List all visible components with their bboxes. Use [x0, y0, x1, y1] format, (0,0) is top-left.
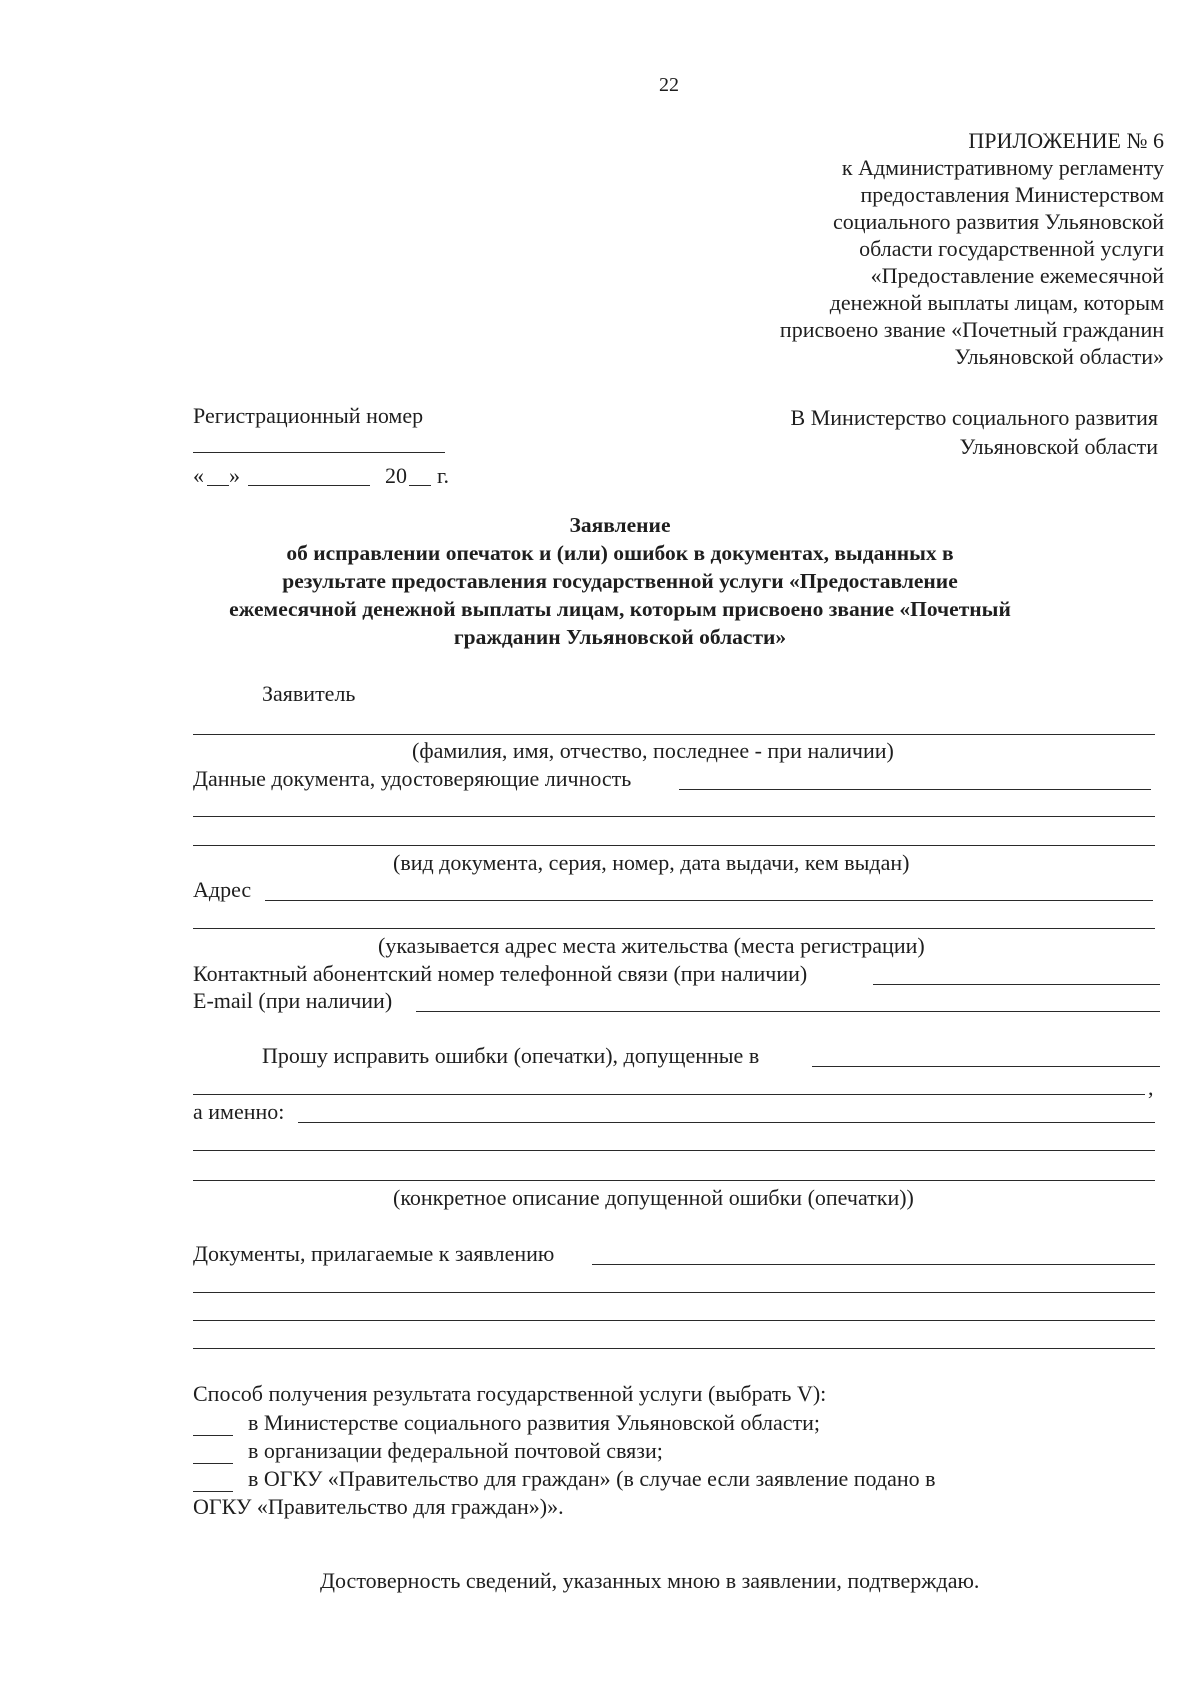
phone-field[interactable]: [873, 984, 1160, 985]
namely-field-line2[interactable]: [193, 1150, 1155, 1151]
date-year-prefix: 20: [385, 463, 407, 488]
page-number: 22: [659, 74, 679, 96]
title-line: об исправлении опечаток и (или) ошибок в документах, выданных в: [286, 541, 954, 565]
attached-documents-field-line3[interactable]: [193, 1320, 1155, 1321]
confirmation-statement: Достоверность сведений, указанных мною в заявлении, подтверждаю.: [320, 1568, 980, 1593]
email-label: E-mail (при наличии): [193, 988, 393, 1013]
appendix-line: Ульяновской области»: [954, 344, 1164, 369]
address-field-line2[interactable]: [193, 928, 1155, 929]
date-quote-open: «: [193, 463, 204, 488]
appendix-line: предоставления Министерством: [860, 182, 1164, 207]
appendix-line: «Предоставление ежемесячной: [870, 263, 1164, 288]
delivery-checkbox[interactable]: [193, 1463, 233, 1464]
delivery-option-label: в Министерстве социального развития Ульяновской области;: [248, 1410, 820, 1435]
title-line: результате предоставления государственной услуги «Предоставление: [282, 569, 958, 593]
id-document-field[interactable]: [679, 789, 1151, 790]
date-day-field[interactable]: [207, 485, 229, 486]
address-field[interactable]: [265, 900, 1153, 901]
namely-field[interactable]: [298, 1122, 1155, 1123]
date-year-field[interactable]: [409, 485, 431, 486]
appendix-line: денежной выплаты лицам, которым: [829, 290, 1164, 315]
attached-documents-label: Документы, прилагаемые к заявлению: [193, 1241, 555, 1266]
appendix-line: социального развития Ульяновской: [832, 209, 1164, 234]
appendix-line: области государственной услуги: [859, 236, 1164, 261]
address-label: Адрес: [193, 877, 252, 902]
id-document-hint: (вид документа, серия, номер, дата выдачи, кем выдан): [393, 850, 910, 875]
recipient-line: Ульяновской области: [959, 434, 1158, 459]
applicant-hint: (фамилия, имя, отчество, последнее - при наличии): [412, 738, 894, 763]
attached-documents-field[interactable]: [592, 1264, 1155, 1265]
applicant-name-field[interactable]: [193, 734, 1155, 735]
recipient: [791, 403, 1158, 461]
email-field[interactable]: [416, 1011, 1160, 1012]
applicant-label: Заявитель: [262, 681, 356, 706]
title-line: гражданин Ульяновской области»: [453, 625, 787, 649]
delivery-heading: Способ получения результата государственной услуги (выбрать V):: [193, 1381, 827, 1406]
namely-label: а именно:: [193, 1099, 285, 1124]
namely-field-line3[interactable]: [193, 1180, 1155, 1181]
request-document-field[interactable]: [812, 1066, 1160, 1067]
registration-number-field[interactable]: [193, 452, 445, 453]
id-document-field-line2[interactable]: [193, 816, 1155, 817]
attached-documents-field-line4[interactable]: [193, 1348, 1155, 1349]
delivery-option-continuation: ОГКУ «Правительство для граждан»)».: [193, 1494, 564, 1519]
document-title: [140, 511, 1100, 651]
delivery-checkbox[interactable]: [193, 1435, 233, 1436]
appendix-header: [780, 127, 1164, 370]
appendix-line: ПРИЛОЖЕНИЕ № 6: [968, 128, 1164, 153]
recipient-line: В Министерство социального развития: [790, 405, 1158, 430]
title-line: Заявление: [569, 513, 671, 537]
delivery-checkbox[interactable]: [193, 1491, 233, 1492]
address-hint: (указывается адрес места жительства (места регистрации): [378, 933, 925, 958]
date-year-suffix: г.: [437, 463, 450, 488]
delivery-option-label: в ОГКУ «Правительство для граждан» (в случае если заявление подано в: [248, 1466, 936, 1491]
title-line: ежемесячной денежной выплаты лицам, которым присвоено звание «Почетный: [229, 597, 1011, 621]
appendix-line: к Административному регламенту: [841, 155, 1164, 180]
delivery-option-label: в организации федеральной почтовой связи;: [248, 1438, 663, 1463]
date-month-field[interactable]: [248, 485, 370, 486]
request-document-field-line2[interactable]: [193, 1094, 1145, 1095]
id-document-field-line3[interactable]: [193, 845, 1155, 846]
attached-documents-field-line2[interactable]: [193, 1292, 1155, 1293]
registration-number-label: Регистрационный номер: [193, 403, 424, 428]
appendix-line: присвоено звание «Почетный гражданин: [779, 317, 1164, 342]
phone-label: Контактный абонентский номер телефонной связи (при наличии): [193, 961, 808, 986]
request-comma: ,: [1148, 1075, 1154, 1100]
id-document-label: Данные документа, удостоверяющие личность: [193, 766, 632, 791]
error-description-hint: (конкретное описание допущенной ошибки (опечатки)): [393, 1185, 914, 1210]
date-quote-close: »: [229, 463, 240, 488]
request-label: Прошу исправить ошибки (опечатки), допущенные в: [262, 1043, 760, 1068]
